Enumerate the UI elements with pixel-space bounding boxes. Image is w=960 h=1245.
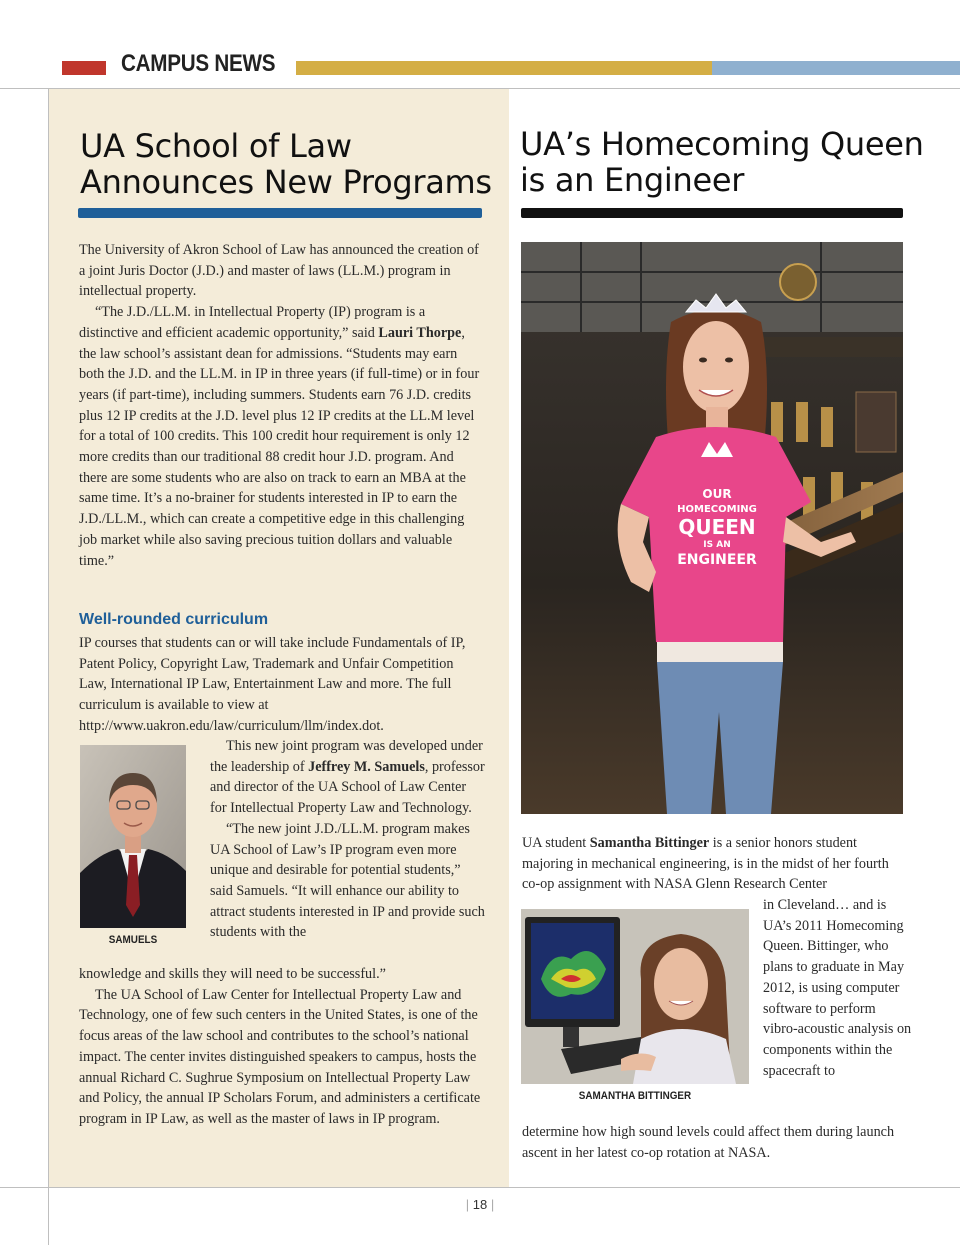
paragraph: in Cleveland… and is UA’s 2011 Homecoming Queen. Bittinger, who plans to graduate in May 2012, is using computer software to perform vibro-acoustic analysis on components within the spacecraft to [763, 897, 912, 1079]
left-intro-text [79, 240, 483, 571]
paragraph: The University of Akron School of Law has announced the creation of a joint Juris Doctor (J.D.) and master of laws (LL.M.) program in intellectual property. [79, 242, 479, 300]
paragraph: knowledge and skills they will need to be successful.” [79, 966, 386, 982]
homecoming-queen-photo [521, 242, 903, 814]
header-blue-bar [712, 61, 960, 75]
bittinger-caption: SAMANTHA BITTINGER [578, 1090, 692, 1102]
person-name: Samantha Bittinger [589, 835, 710, 851]
right-intro-text [522, 833, 906, 895]
curriculum-text [79, 633, 483, 737]
right-closing-text [522, 1122, 922, 1163]
leadership-text [210, 736, 486, 943]
section-title: CAMPUS NEWS [121, 50, 276, 77]
paragraph-quote: “The new joint J.D./LL.M. program makes UA School of Law’s IP program even more unique and desirable for potential students,” said Samuels. “It will enhance our ability to attract students interested in IP and provide such students with the [210, 820, 485, 941]
shirt-text: ENGINEER [677, 552, 757, 568]
center-text [79, 964, 483, 1130]
header-red-bar [62, 61, 106, 75]
shirt-text: IS AN [703, 540, 731, 550]
person-name: Jeffrey M. Samuels [308, 758, 425, 775]
shirt-text: QUEEN [678, 515, 756, 539]
paragraph: The UA School of Law Center for Intellectual Property Law and Technology, one of few such centers in the United States, is one of the focus areas of the law school and contributes to the school’s national impact. The center invites distinguished speakers to campus, hosts the annual Richard C. Sughrue Symposium on Intellectual Property Law and Policy, the annual IP Scholars Forum, and administers a certificate program in IP Law, as well as the master of laws in IP program. [79, 986, 481, 1127]
samuels-photo [80, 745, 186, 928]
left-headline-bar [78, 208, 482, 218]
paragraph: This new joint program was developed under the leadership of Jeffrey M. Samuels, professor and director of the UA School of Law Center for Intellectual Property Law and Technology. [210, 738, 485, 817]
paragraph: IP courses that students can or will take include Fundamentals of IP, Patent Policy, Copyright Law, Trademark and Unfair Competition Law, International IP Law, Entertainment Law and more. The full curriculum is available to view at http://www.uakron.edu/law/curriculum/llm/index.dot. [79, 635, 466, 734]
left-headline: UA School of Law Announces New Programs [80, 127, 492, 201]
shirt-text: HOMECOMING [677, 504, 757, 515]
header-gold-bar [296, 61, 712, 75]
paragraph: UA student Samantha Bittinger is a senior honors student majoring in mechanical engineering, is in the midst of her fourth co-op assignment with NASA Glenn Research Center [522, 835, 889, 893]
right-wrap-text [763, 895, 913, 1081]
samuels-caption: SAMUELS [108, 934, 158, 946]
subheading: Well-rounded curriculum [79, 611, 269, 628]
bittinger-photo [521, 909, 749, 1084]
footer-rule [0, 1187, 960, 1188]
page-number: | 18 | [465, 1197, 495, 1212]
person-name: Lauri Thorpe [378, 324, 462, 341]
paragraph-quote: “The J.D./LL.M. in Intellectual Property (IP) program is a distinctive and efficient academic opportunity,” said Lauri Thorpe, the law school’s assistant dean for admissions. “Students may earn both the J.D. and the LL.M. in IP in three years (if full-time) or in four years (if part-time), including summers. Students earn 76 J.D. credits plus 12 IP credits at the J.D. level plus 12 IP credits at the LL.M level for a total of 100 credits. This 100 credit hour requirement is only 12 more credits than our traditional 88 credit hour J.D. program. And there are some students who are also on track to earn an MBA at the same time. It’s a no-brainer for students interested in IP to earn the J.D./LL.M., which can create a competitive edge in this challenging job market while also saving precious tuition dollars and valuable time.” [79, 304, 480, 569]
paragraph: determine how high sound levels could affect them during launch ascent in her latest co-op rotation at NASA. [522, 1124, 895, 1161]
shirt-text: OUR [702, 487, 732, 501]
right-headline: UA’s Homecoming Queen is an Engineer [520, 125, 924, 199]
right-headline-bar [521, 208, 903, 218]
